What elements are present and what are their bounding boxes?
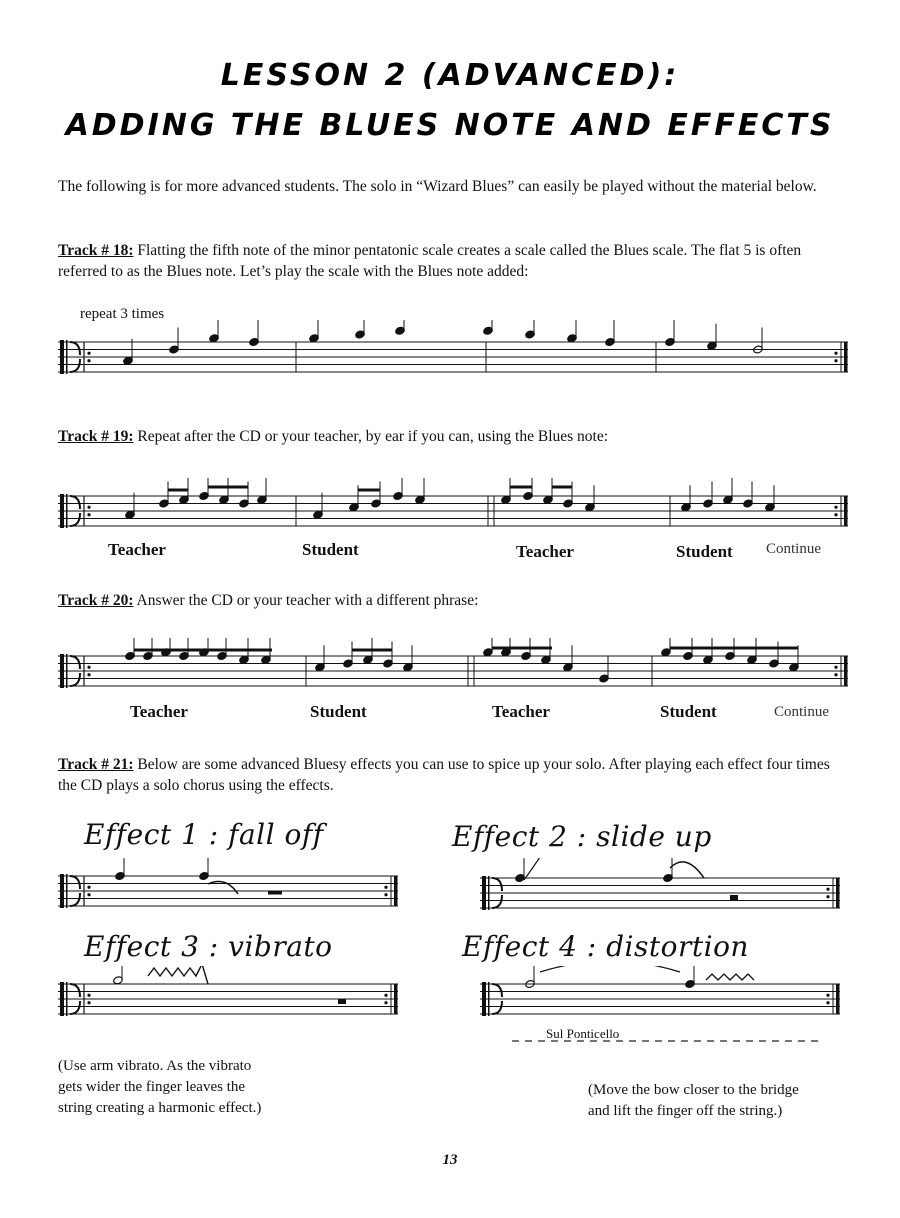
vibrato-note-line-2: gets wider the finger leaves the xyxy=(58,1079,246,1095)
page-number: 13 xyxy=(442,1152,458,1168)
effect-1-title: Effect 1 : fall off xyxy=(84,818,324,851)
track-20-teacher-1: Teacher xyxy=(130,702,188,721)
lesson-subtitle: ADDING THE BLUES NOTE AND EFFECTS xyxy=(65,108,835,143)
effect-2-title: Effect 2 : slide up xyxy=(452,820,712,853)
staff-track-19 xyxy=(58,478,848,538)
staff-effect-3 xyxy=(58,966,398,1026)
track-21-label: Track # 21: xyxy=(58,756,134,773)
track-20-paragraph xyxy=(58,590,848,611)
sul-ponticello-marking: Sul Ponticello xyxy=(546,1026,620,1041)
track-18-text: Flatting the fifth note of the minor pentatonic scale creates a scale called the Blues scale. The flat 5 is often referred to as the Blues note. Let’s play the scale with the Blues note added: xyxy=(58,242,802,280)
vibrato-note xyxy=(58,1056,261,1119)
lesson-title: LESSON 2 (ADVANCED): xyxy=(220,58,680,93)
track-18-label: Track # 18: xyxy=(58,242,134,259)
track-19-teacher-2: Teacher xyxy=(516,542,574,561)
effect-3-title: Effect 3 : vibrato xyxy=(84,930,333,963)
vibrato-note-line-1: (Use arm vibrato. As the vibrato xyxy=(58,1058,252,1074)
staff-effect-1 xyxy=(58,858,398,918)
track-20-continue: Continue xyxy=(774,704,829,720)
track-20-student-1: Student xyxy=(310,702,367,721)
track-19-continue: Continue xyxy=(766,541,821,557)
track-20-label: Track # 20: xyxy=(58,592,134,609)
staff-track-20 xyxy=(58,638,848,698)
sul-ponticello-dashes xyxy=(512,1036,832,1046)
track-19-teacher-1: Teacher xyxy=(108,540,166,559)
effect-4-title: Effect 4 : distortion xyxy=(462,930,749,963)
distortion-note-line-1: (Move the bow closer to the bridge xyxy=(588,1082,799,1098)
staff-effect-4 xyxy=(480,966,840,1026)
distortion-note xyxy=(588,1080,799,1122)
track-19-paragraph xyxy=(58,426,848,447)
intro-paragraph: The following is for more advanced students. The solo in “Wizard Blues” can easily be played without the material below. xyxy=(58,178,817,195)
track-20-text: Answer the CD or your teacher with a different phrase: xyxy=(133,592,479,609)
track-19-student-2: Student xyxy=(676,542,733,561)
track-18-paragraph xyxy=(58,240,848,282)
staff-effect-2 xyxy=(480,858,840,918)
vibrato-note-line-3: string creating a harmonic effect.) xyxy=(58,1100,262,1116)
track-19-student-1: Student xyxy=(302,540,359,559)
track-21-text: Below are some advanced Bluesy effects you can use to spice up your solo. After playing each effect four times the CD plays a solo chorus using the effects. xyxy=(58,756,830,794)
track-20-teacher-2: Teacher xyxy=(492,702,550,721)
distortion-note-line-2: and lift the finger off the string.) xyxy=(588,1103,783,1119)
track-19-text: Repeat after the CD or your teacher, by ear if you can, using the Blues note: xyxy=(133,428,609,445)
track-19-label: Track # 19: xyxy=(58,428,134,445)
staff-track-18 xyxy=(58,320,848,390)
track-21-paragraph xyxy=(58,754,848,796)
track-20-student-2: Student xyxy=(660,702,717,721)
repeat-marking: repeat 3 times xyxy=(80,306,165,322)
